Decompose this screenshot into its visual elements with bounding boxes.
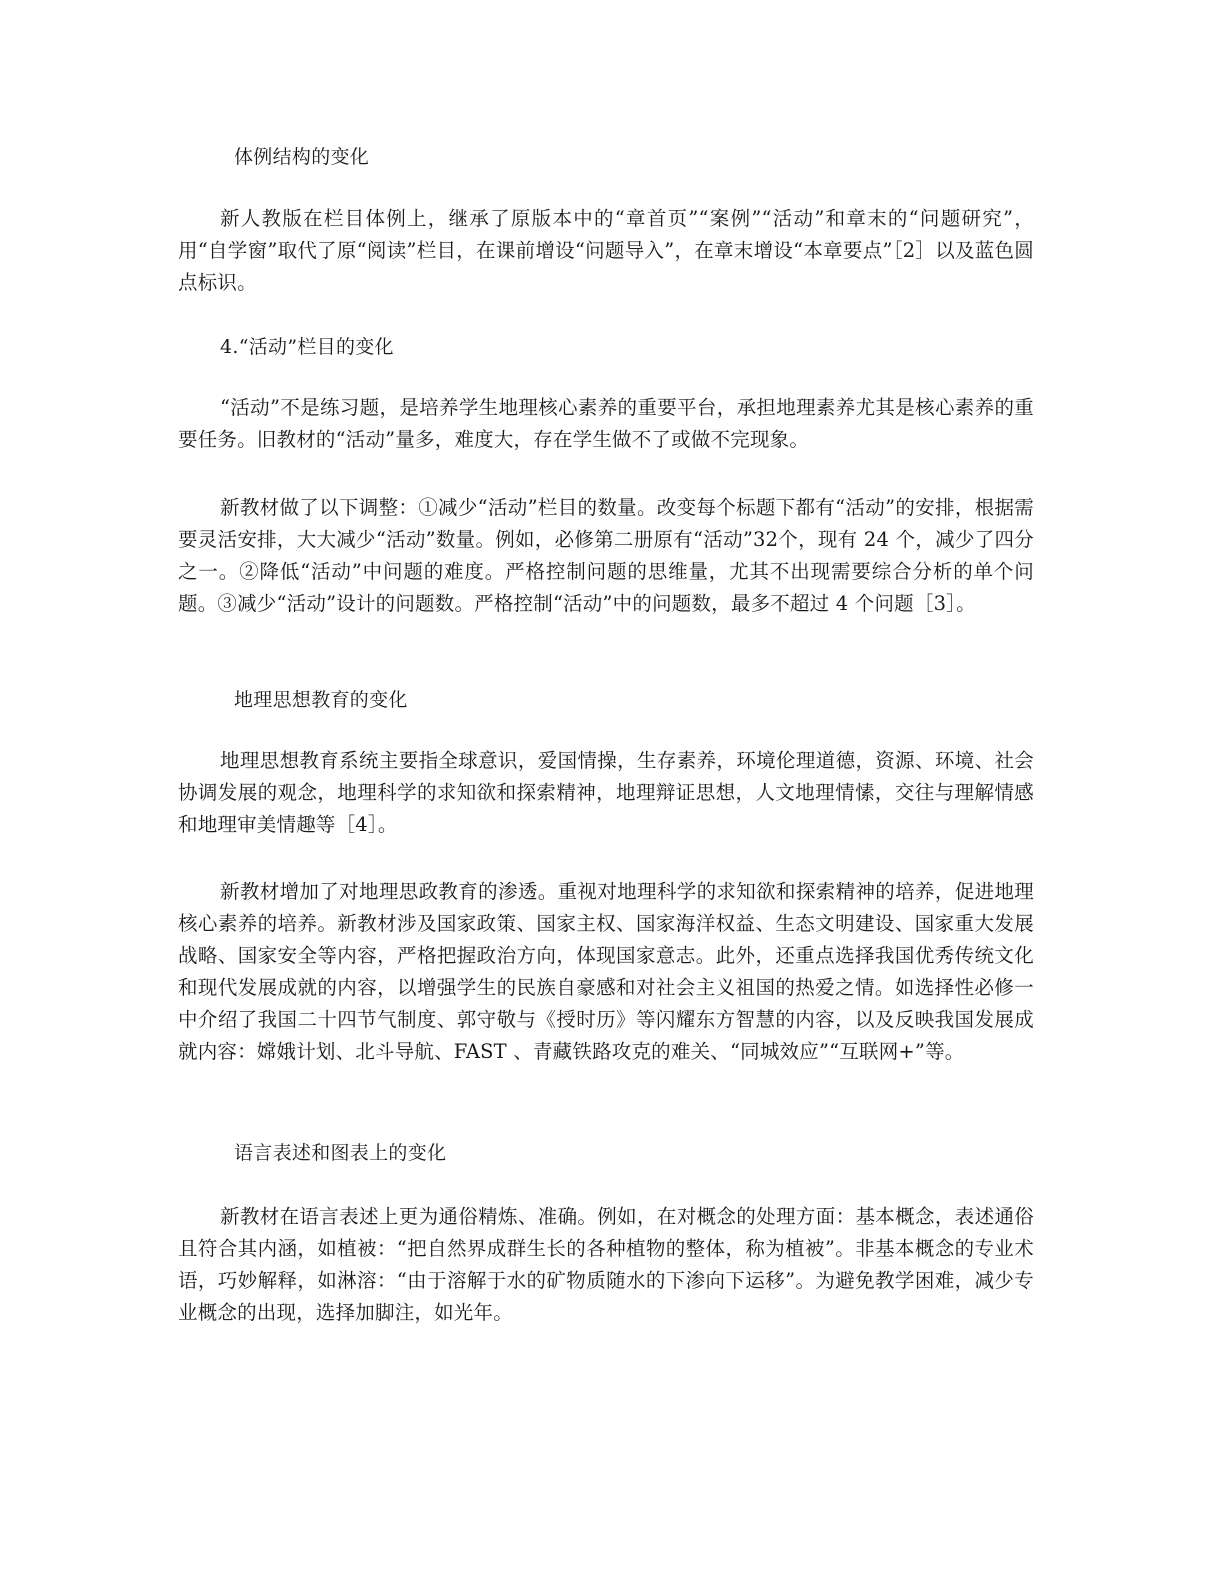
paragraph: 新教材增加了对地理思政教育的渗透。重视对地理科学的求知欲和探索精神的培养，促进地理核心素养的培养。新教材涉及国家政策、国家主权、国家海洋权益、生态文明建设、国家重大发展战略、国家安全等内容，严格把握政治方向，体现国家意志。此外，还重点选择我国优秀传统文化和现代发展成就的内容，以增强学生的民族自豪感和对社会主义祖国的热爱之情。如选择性必修一中介绍了我国二十四节气制度、郭守敬与《授时历》等闪耀东方智慧的内容，以及反映我国发展成就内容：嫦娥计划、北斗导航、FAST 、青藏铁路攻克的难关、“同城效应”“互联网+”等。 (178, 880, 1034, 1063)
paragraph: 新人教版在栏目体例上，继承了原版本中的“章首页”“案例”“活动”和章末的“问题研究”，用“自学窗”取代了原“阅读”栏目，在课前增设“问题导入”，在章末增设“本章要点”［2］以及蓝色圆点标识。 (178, 207, 1034, 294)
section-heading: 4.“活动”栏目的变化 (220, 336, 394, 358)
paragraph: 新教材做了以下调整：①减少“活动”栏目的数量。改变每个标题下都有“活动”的安排，根据需要灵活安排，大大减少“活动”数量。例如，必修第二册原有“活动”32个，现有 24 个，减少了四分之一。②降低“活动”中问题的难度。严格控制问题的思维量，尤其不出现需要综合分析的单个问题。③减少“活动”设计的问题数。严格控制“活动”中的问题数，最多不超过 4 个问题［3］。 (178, 496, 1034, 615)
paragraph: 新教材在语言表述上更为通俗精炼、准确。例如，在对概念的处理方面：基本概念，表述通俗且符合其内涵，如植被：“把自然界成群生长的各种植物的整体，称为植被”。非基本概念的专业术语，巧妙解释，如淋溶：“由于溶解于水的矿物质随水的下渗向下运移”。为避免教学困难，减少专业概念的出现，选择加脚注，如光年。 (178, 1205, 1034, 1324)
paragraph: 地理思想教育系统主要指全球意识，爱国情操，生存素养，环境伦理道德，资源、环境、社会协调发展的观念，地理科学的求知欲和探索精神，地理辩证思想，人文地理情愫，交往与理解情感和地理审美情趣等［4］。 (178, 749, 1034, 836)
section-heading: 体例结构的变化 (234, 146, 370, 168)
section-heading: 语言表述和图表上的变化 (234, 1142, 447, 1164)
section-heading: 地理思想教育的变化 (234, 689, 408, 711)
paragraph: “活动”不是练习题，是培养学生地理核心素养的重要平台，承担地理素养尤其是核心素养的重要任务。旧教材的“活动”量多，难度大，存在学生做不了或做不完现象。 (178, 396, 1034, 451)
